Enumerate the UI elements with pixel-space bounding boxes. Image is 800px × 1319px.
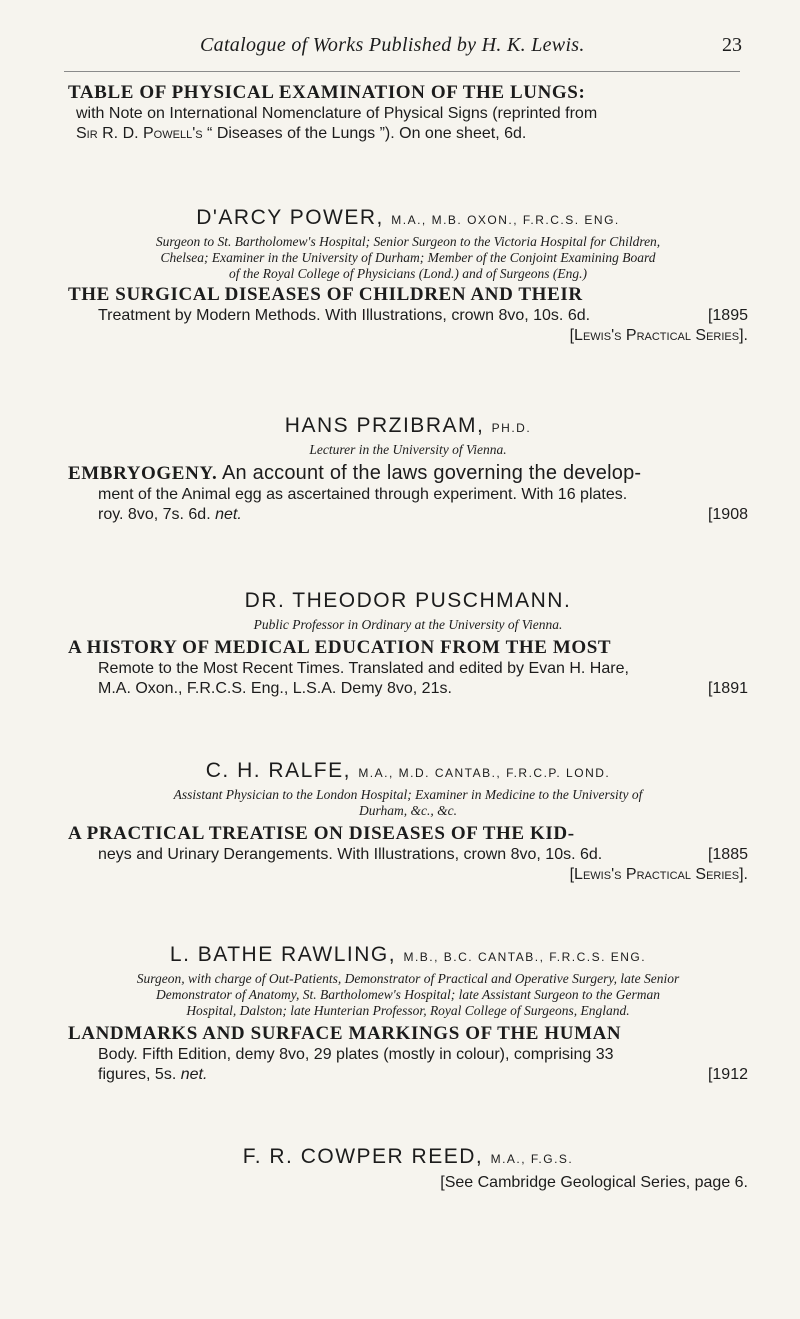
description-line: with Note on International Nomenclature of Physical Signs (reprinted from <box>76 105 598 122</box>
catalogue-listing <box>68 82 748 1193</box>
description-text: neys and Urinary Derangements. With Illustrations, crown 8vo, 10s. 6d. <box>98 846 603 863</box>
publication-year: [1895 <box>707 307 748 324</box>
running-title: Catalogue of Works Published by H. K. Lewis. <box>200 34 585 56</box>
description-line: Remote to the Most Recent Times. Translated and edited by Evan H. Hare, <box>98 660 629 677</box>
book-description <box>98 1045 748 1085</box>
affiliation-line: Hospital, Dalston; late Hunterian Professor, Royal College of Surgeons, England. <box>186 1003 630 1018</box>
running-head <box>0 34 800 64</box>
affiliation-line: Lecturer in the University of Vienna. <box>309 442 507 457</box>
header-rule <box>64 71 740 72</box>
book-description <box>98 659 748 699</box>
catalogue-entry-rawling <box>68 943 748 1085</box>
catalogue-entry-physical-examination <box>68 82 748 144</box>
affiliation-line: Durham, &c., &c. <box>359 803 457 818</box>
book-title <box>68 462 748 485</box>
author-name: F. R. COWPER REED, <box>242 1145 484 1168</box>
author-heading <box>68 206 748 230</box>
catalogue-entry-puschmann <box>68 589 748 699</box>
publication-year: [1908 <box>707 506 748 523</box>
description-line <box>98 306 748 326</box>
catalogue-entry-darcy-power <box>68 206 748 346</box>
book-title: LANDMARKS AND SURFACE MARKINGS OF THE HUMAN <box>68 1023 622 1044</box>
description-line <box>98 679 748 699</box>
author-name: D'ARCY POWER, <box>196 206 384 229</box>
affiliation-line: Chelsea; Examiner in the University of Durham; Member of the Conjoint Examining Board <box>160 250 656 265</box>
catalogue-entry-przibram <box>68 414 748 525</box>
affiliation-line: Surgeon, with charge of Out-Patients, Demonstrator of Practical and Operative Surgery, late Senior <box>136 971 680 986</box>
affiliation-line: Demonstrator of Anatomy, St. Bartholomew's Hospital; late Assistant Surgeon to the German <box>155 987 660 1002</box>
author-name: HANS PRZIBRAM, <box>284 414 485 437</box>
author-name: DR. THEODOR PUSCHMANN. <box>244 589 572 612</box>
book-description <box>98 485 748 525</box>
page-number: 23 <box>722 34 742 56</box>
net-price-label: net. <box>180 1066 208 1083</box>
author-reference: Sir R. D. Powell's <box>76 125 203 142</box>
author-name: C. H. RALFE, <box>205 759 351 782</box>
catalogue-entry-ralfe <box>68 759 748 885</box>
series-note: [Lewis's Practical Series]. <box>569 866 748 883</box>
book-title: A PRACTICAL TREATISE ON DISEASES OF THE KID- <box>68 823 575 844</box>
author-degrees: PH.D. <box>491 421 532 435</box>
author-affiliation <box>68 234 748 282</box>
author-affiliation <box>68 971 748 1019</box>
book-title: TABLE OF PHYSICAL EXAMINATION OF THE LUNGS: <box>68 82 586 103</box>
description-text: M.A. Oxon., F.R.C.S. Eng., L.S.A. Demy 8vo, 21s. <box>98 680 452 697</box>
description-line <box>98 1065 748 1085</box>
author-degrees: M.A., M.B. OXON., F.R.C.S. ENG. <box>391 213 620 227</box>
author-affiliation <box>68 442 748 458</box>
cross-reference-note: [See Cambridge Geological Series, page 6. <box>440 1174 748 1191</box>
author-heading <box>68 943 748 967</box>
affiliation-line: Assistant Physician to the London Hospital; Examiner in Medicine to the University of <box>173 787 643 802</box>
book-title-rest: An account of the laws governing the develop- <box>217 462 642 484</box>
net-price-label: net. <box>215 506 242 523</box>
description-line: ment of the Animal egg as ascertained through experiment. With 16 plates. <box>98 486 628 503</box>
description-text: Treatment by Modern Methods. With Illustrations, crown 8vo, 10s. 6d. <box>98 307 591 324</box>
description-line <box>76 124 748 144</box>
affiliation-line: Surgeon to St. Bartholomew's Hospital; Senior Surgeon to the Victoria Hospital for Children, <box>155 234 661 249</box>
author-degrees: M.A., F.G.S. <box>490 1152 574 1166</box>
book-description <box>98 306 748 346</box>
book-title: THE SURGICAL DISEASES OF CHILDREN AND THEIR <box>68 284 583 305</box>
author-affiliation <box>68 617 748 633</box>
catalogue-entry-cowper-reed <box>68 1145 748 1193</box>
author-degrees: M.A., M.D. CANTAB., F.R.C.P. LOND. <box>358 766 611 780</box>
publication-year: [1891 <box>707 680 748 697</box>
description-text: figures, 5s. <box>98 1066 177 1083</box>
author-heading <box>68 414 748 438</box>
book-title-lead: EMBRYOGENY. <box>68 463 218 484</box>
author-affiliation <box>68 787 748 819</box>
book-title: A HISTORY OF MEDICAL EDUCATION FROM THE MOST <box>68 637 612 658</box>
publication-year: [1885 <box>707 846 748 863</box>
author-heading <box>68 759 748 783</box>
description-text: “ Diseases of the Lungs ”). On one sheet, 6d. <box>202 125 527 142</box>
series-note: [Lewis's Practical Series]. <box>569 327 748 344</box>
book-description <box>76 104 748 144</box>
description-line <box>98 505 748 525</box>
affiliation-line: of the Royal College of Physicians (Lond.) and of Surgeons (Eng.) <box>229 266 587 281</box>
description-line <box>98 845 748 865</box>
book-description <box>98 845 748 885</box>
affiliation-line: Public Professor in Ordinary at the University of Vienna. <box>253 617 563 632</box>
author-heading <box>68 589 748 613</box>
author-heading <box>68 1145 748 1169</box>
publication-year: [1912 <box>707 1066 748 1083</box>
author-name: L. BATHE RAWLING, <box>169 943 397 966</box>
author-degrees: M.B., B.C. CANTAB., F.R.C.S. ENG. <box>403 950 647 964</box>
description-text: roy. 8vo, 7s. 6d. <box>98 506 211 523</box>
description-line: Body. Fifth Edition, demy 8vo, 29 plates (mostly in colour), comprising 33 <box>98 1046 614 1063</box>
